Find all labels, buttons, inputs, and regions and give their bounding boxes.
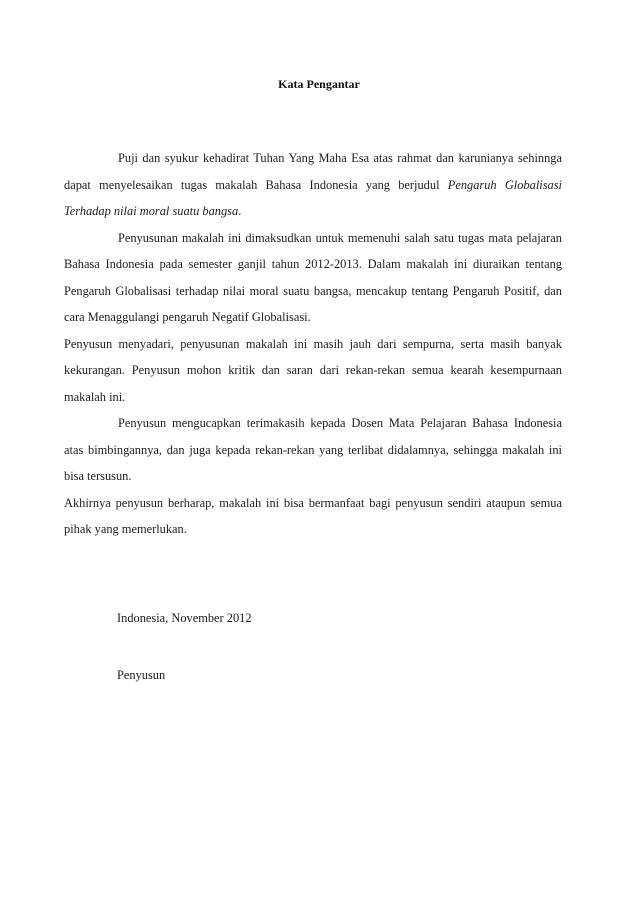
paragraph-1-end: . (238, 204, 242, 218)
paragraph-5: Akhirnya penyusun berharap, makalah ini bisa bermanfaat bagi penyusun sendiri ataupun semua pihak yang memerlukan. (64, 495, 562, 536)
paragraph-2: Penyusunan makalah ini dimaksudkan untuk memenuhi salah satu tugas mata pelajaran Bahasa Indonesia pada semester ganjil tahun 2012-2013. Dalam makalah ini diuraikan tentang Pengaruh Globalisasi terhadap nilai moral suatu bangsa, mencakup tentang Pengaruh Positif, dan cara Menaggulangi pengaruh Negatif Globalisasi. (64, 230, 562, 324)
paragraph-3: Penyusun menyadari, penyusunan makalah ini masih jauh dari sempurna, serta masih banyak kekurangan. Penyusun mohon kritik dan saran dari rekan-rekan semua kearah kesempurnaan makalah ini. (64, 336, 562, 404)
paragraph-4: Penyusun mengucapkan terimakasih kepada Dosen Mata Pelajaran Bahasa Indonesia atas bimbingannya, dan juga kepada rekan-rekan yang terlibat didalamnya, sehingga makalah ini bisa tersusun. (64, 416, 562, 483)
signature-author: Penyusun (117, 668, 166, 682)
paragraph-1-text: Puji dan syukur kehadirat Tuhan Yang Maha Esa atas rahmat dan karunianya sehinnga dapat menyelesaikan tugas makalah Bahasa Indonesia yang berjudul (64, 151, 562, 192)
document-body (64, 145, 562, 543)
paragraph-1-italic-title: Pengaruh Globalisasi Terhadap nilai moral suatu bangsa (64, 177, 562, 218)
page-title: Kata Pengantar (278, 77, 360, 91)
signature-place-date: Indonesia, November 2012 (117, 611, 252, 625)
paragraph-1 (64, 145, 562, 225)
